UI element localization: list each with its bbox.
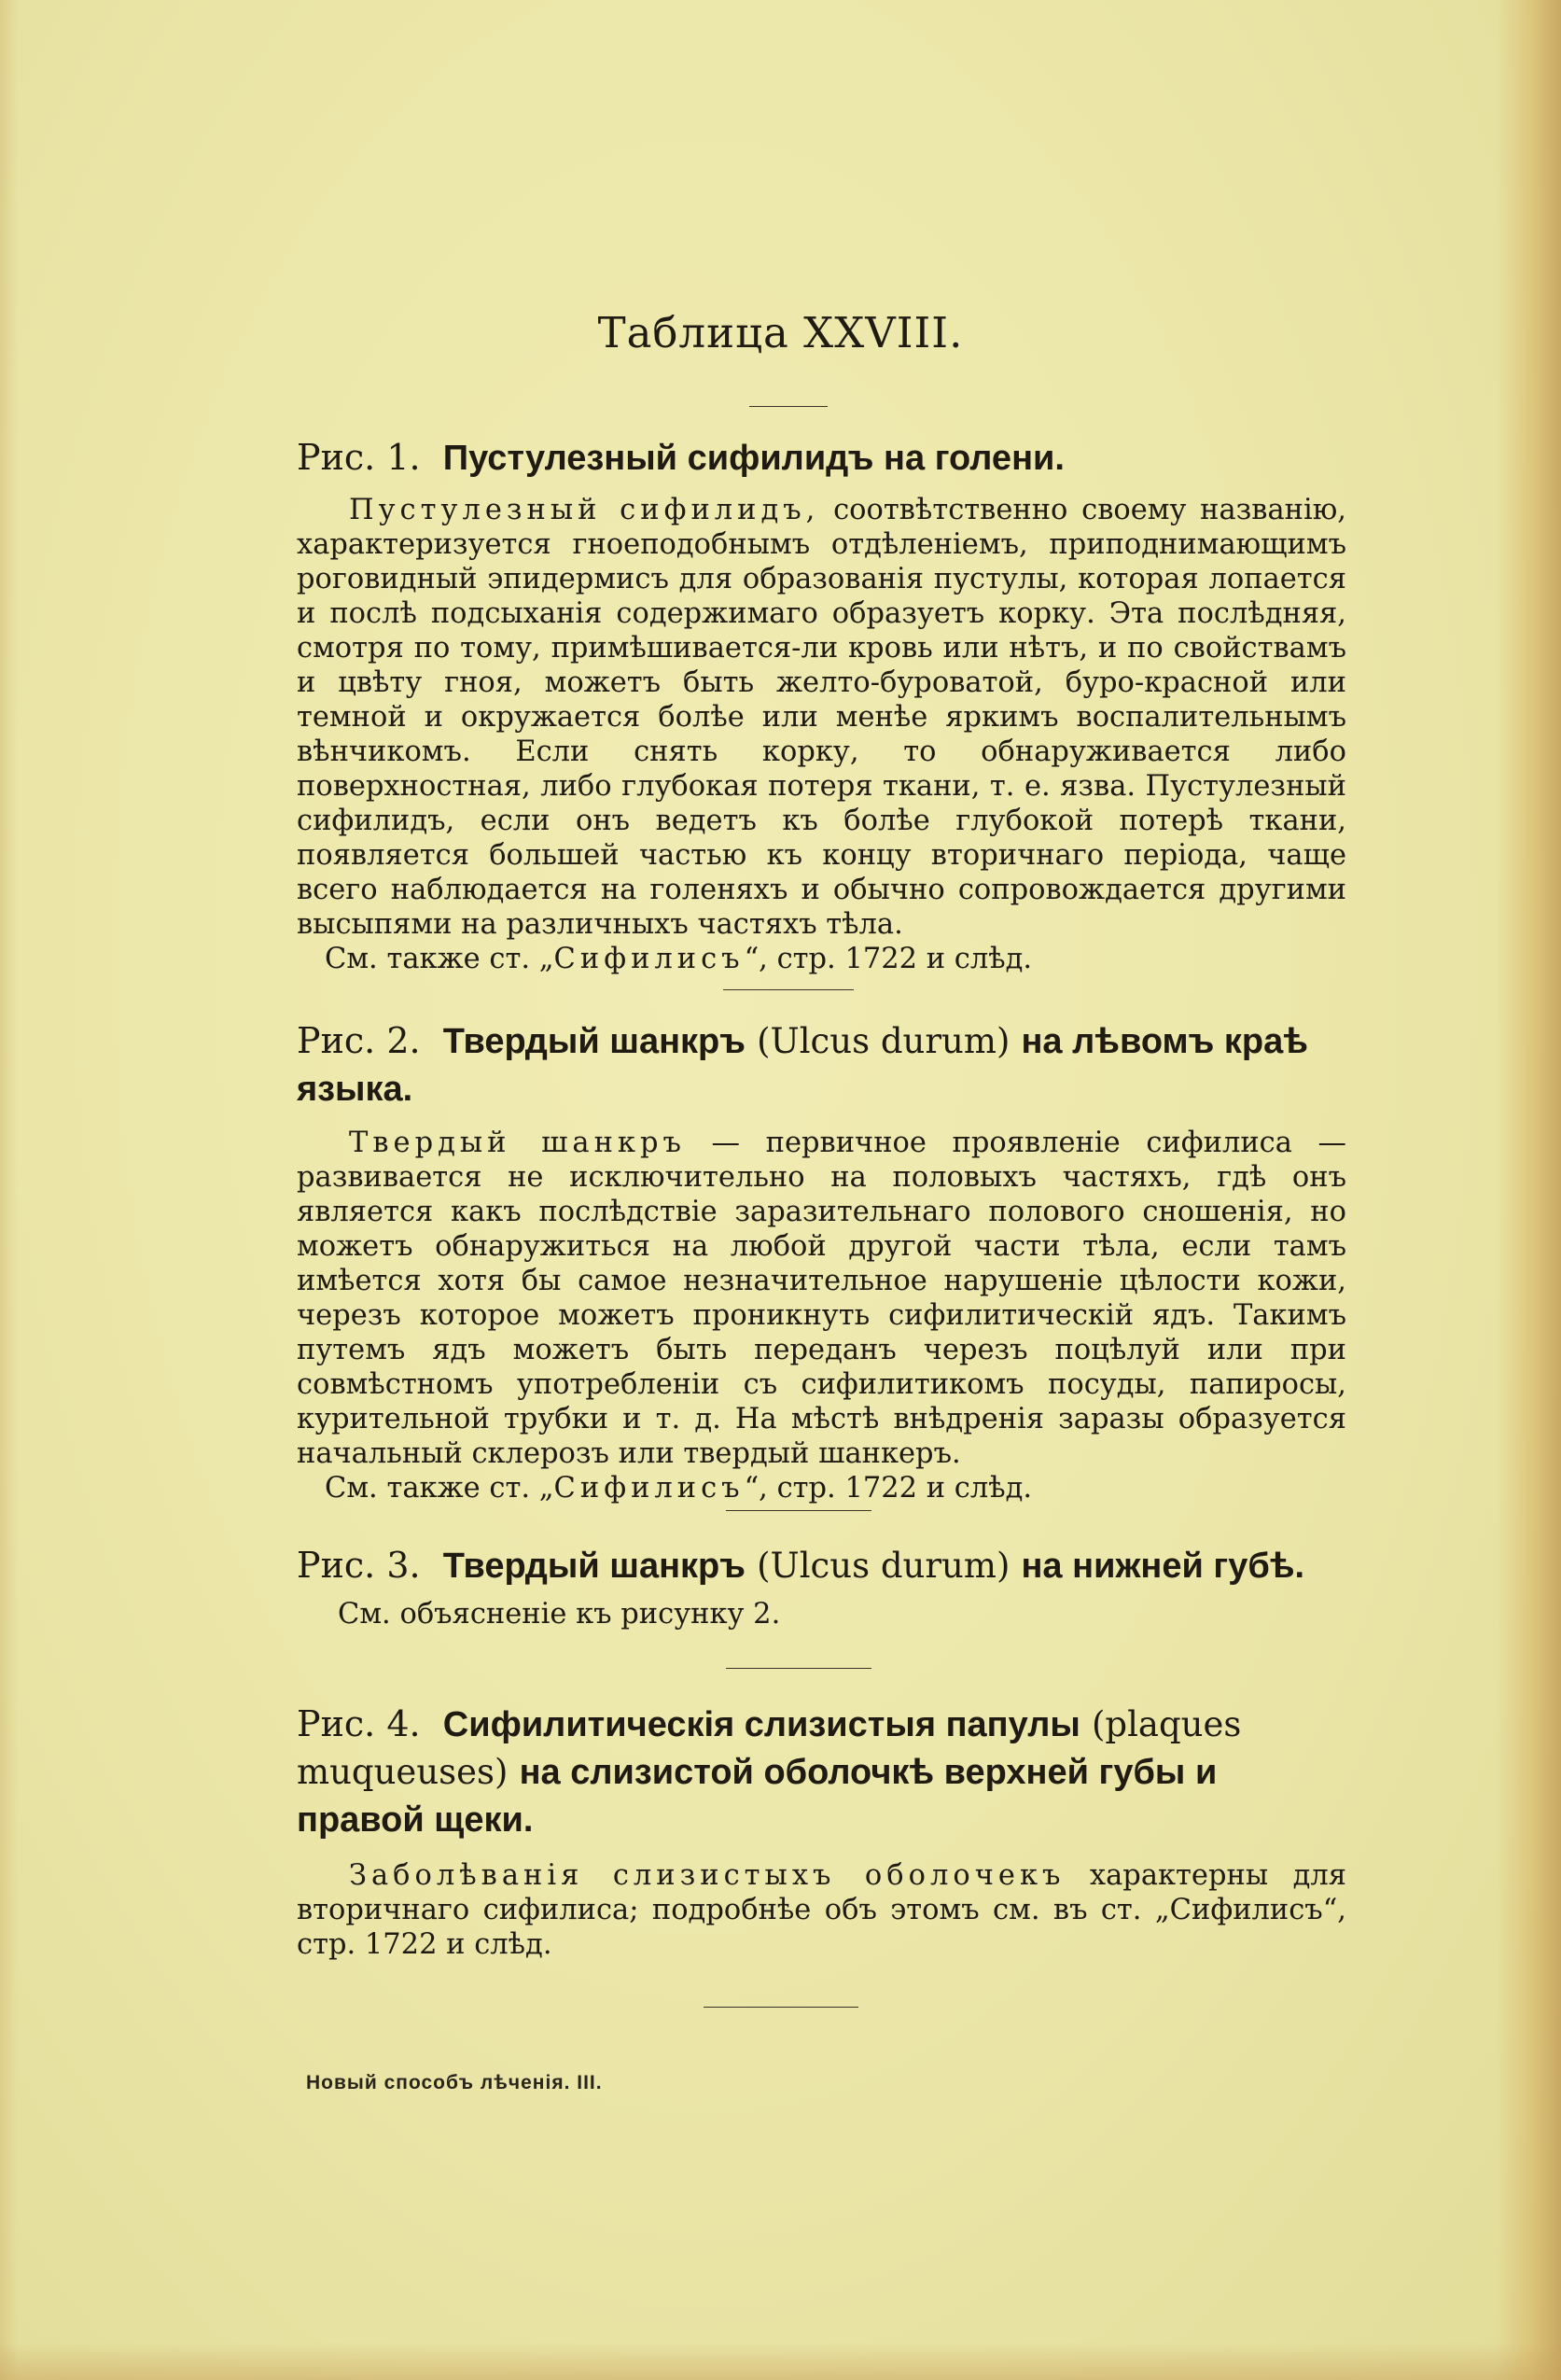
figure-3-title: Твердый шанкръ bbox=[442, 1547, 746, 1586]
figure-4-title: Сифилитическія слизистыя папулы bbox=[442, 1705, 1080, 1744]
figure-4-body: характерны для вторичнаго сифилиса; подробнѣе объ этомъ см. въ ст. „Сифилисъ“, стр. 1722 и слѣд. bbox=[297, 1859, 1346, 1961]
figure-1-lead: Пустулезный сифилидъ, bbox=[349, 494, 820, 526]
figure-4-section bbox=[297, 1701, 1346, 1962]
divider bbox=[726, 1668, 871, 1669]
page-footer: Новый способъ лѣченія. III. bbox=[306, 2072, 603, 2093]
figure-2-body: — первичное проявленіе сифилиса — развивается не исключительно на половыхъ частяхъ, гдѣ онъ является какъ послѣдствіе заразительнаго полового сношенія, но можетъ обнаружиться на любой другой части тѣла, если тамъ имѣется хотя бы самое незначительное нарушеніе цѣлости кожи, черезъ которое можетъ проникнуть сифилитическій ядъ. Такимъ путемъ ядъ можетъ быть переданъ черезъ поцѣлуй или при совмѣстномъ употребленіи съ сифилитикомъ посуды, папиросы, курительной трубки и т. д. На мѣстѣ внѣдренія заразы образуется начальный склерозъ или твердый шанкеръ. bbox=[297, 1127, 1347, 1470]
figure-1-heading bbox=[297, 434, 1346, 482]
figure-1-body: соотвѣтственно своему названію, характеризуется гноеподобнымъ отдѣленіемъ, приподнимающимъ роговидный эпидермисъ для образованія пустулы, которая лопается и послѣ подсыханія содержимаго образуетъ корку. Эта послѣдняя, смотря по тому, примѣшивается-ли кровь или нѣтъ, и по свойствамъ и цвѣту гноя, можетъ быть желто-буроватой, буро-красной или темной и окружается болѣе или менѣе яркимъ воспалительнымъ вѣнчикомъ. Если снять корку, то обнаруживается либо поверхностная, либо глубокая потеря ткани, т. е. язва. Пустулезный сифилидъ, если онъ ведетъ къ болѣе глубокой потерѣ ткани, появляется большей частью къ концу вторичнаго періода, чаще всего наблюдается на голеняхъ и обычно сопровождается другими высыпями на различныхъ частяхъ тѣла. bbox=[297, 494, 1346, 941]
figure-4-latin-name: (plaques muqueuses) bbox=[297, 1704, 1242, 1792]
figure-2-section bbox=[297, 1017, 1346, 1505]
page-edge-stain-bottom bbox=[0, 2343, 1561, 2380]
figure-2-latin-name: (Ulcus durum) bbox=[757, 1021, 1010, 1061]
figure-3-number: Рис. 3. bbox=[297, 1545, 421, 1586]
figure-1-number: Рис. 1. bbox=[297, 437, 421, 478]
figure-1-see-also: См. также ст. „Сифилисъ“, стр. 1722 и слѣд. bbox=[325, 943, 1033, 975]
figure-2-title-rest: на лѣвомъ краѣ языка. bbox=[297, 1022, 1308, 1109]
figure-1-description bbox=[297, 493, 1346, 942]
divider bbox=[726, 1510, 871, 1511]
figure-3-title-rest: на нижней губѣ. bbox=[1021, 1547, 1305, 1586]
figure-2-see-also: См. также ст. „Сифилисъ“, стр. 1722 и слѣд. bbox=[325, 1472, 1033, 1505]
figure-4-title-rest: на слизистой оболочкѣ верхней губы и правой щеки. bbox=[297, 1753, 1218, 1840]
divider bbox=[704, 2007, 858, 2008]
figure-4-heading bbox=[297, 1701, 1346, 1843]
figure-3-section bbox=[297, 1542, 1346, 1631]
figure-1-section bbox=[297, 434, 1346, 976]
figure-2-lead: Твердый шанкръ bbox=[349, 1127, 686, 1159]
figure-4-lead: Заболѣванія слизистыхъ оболочекъ bbox=[349, 1859, 1066, 1892]
figure-3-see-also: См. объясненіе къ рисунку 2. bbox=[338, 1598, 781, 1631]
figure-2-description bbox=[297, 1126, 1346, 1471]
figure-2-title: Твердый шанкръ bbox=[442, 1022, 746, 1061]
divider bbox=[723, 989, 854, 990]
figure-3-latin-name: (Ulcus durum) bbox=[757, 1546, 1010, 1586]
figure-2-number: Рис. 2. bbox=[297, 1020, 421, 1061]
figure-4-number: Рис. 4. bbox=[297, 1703, 421, 1744]
figure-3-heading bbox=[297, 1542, 1346, 1589]
figure-1-title: Пустулезный сифилидъ на голени. bbox=[442, 439, 1065, 478]
plate-title: Таблица XXVIII. bbox=[597, 308, 964, 357]
figure-2-heading bbox=[297, 1017, 1346, 1113]
figure-4-description bbox=[297, 1858, 1346, 1962]
divider bbox=[749, 406, 828, 407]
